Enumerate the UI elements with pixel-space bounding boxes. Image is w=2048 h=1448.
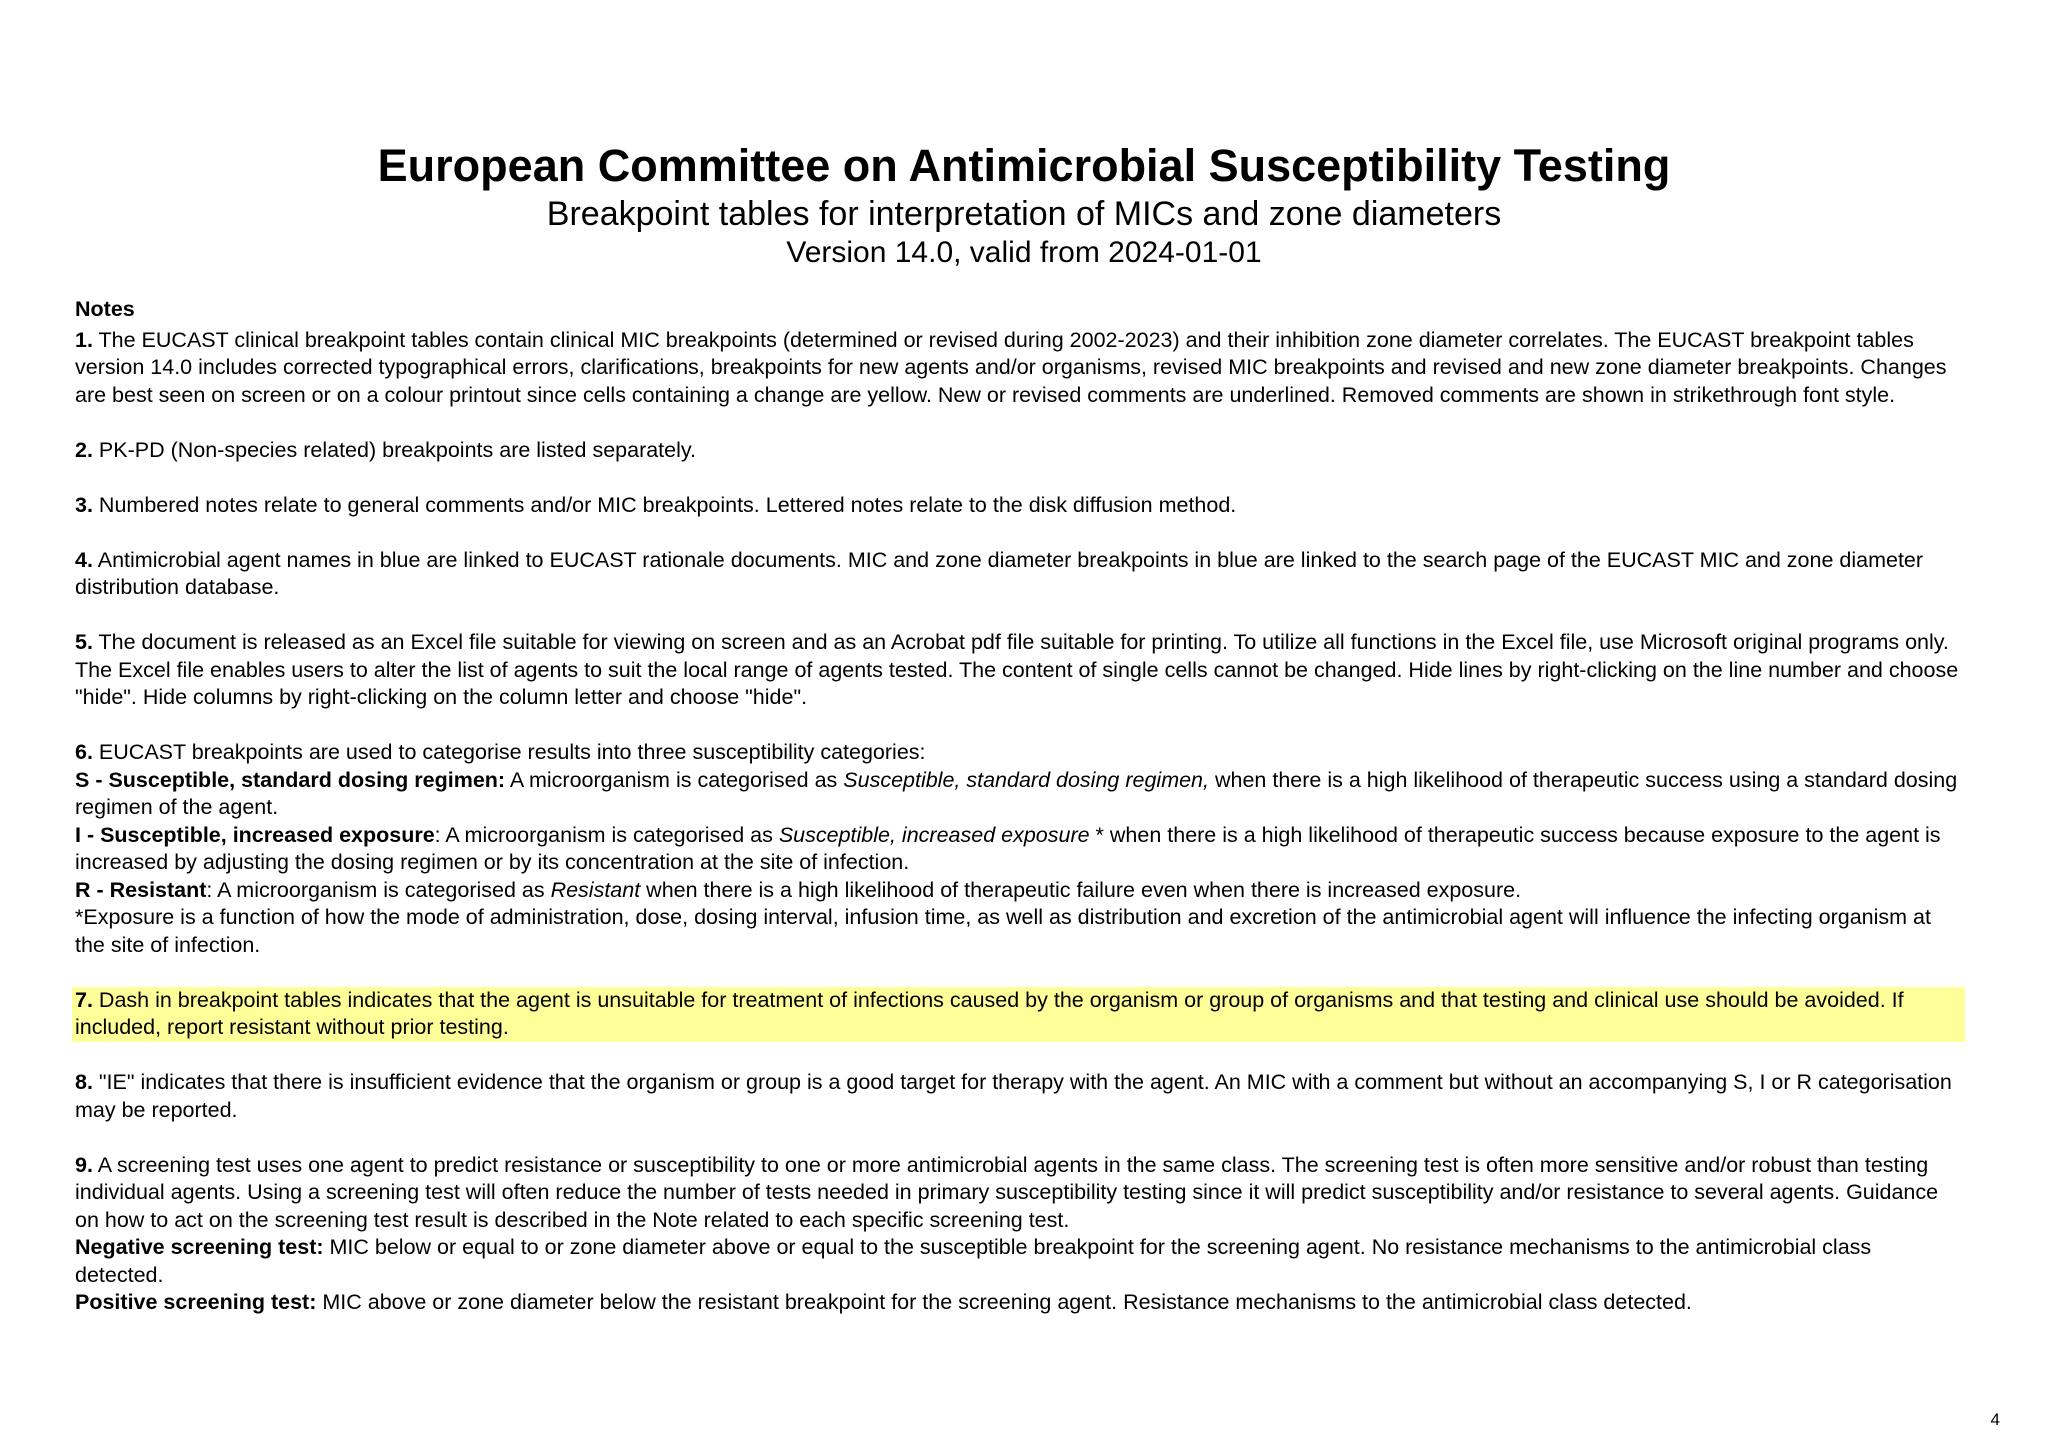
note-text: PK-PD (Non-species related) breakpoints are listed separately. — [98, 437, 697, 462]
note-number: 4. — [75, 547, 93, 572]
note-text: A screening test uses one agent to predict resistance or susceptibility to one or more antimicrobial agents in the same class. The screening test is often more sensitive and/or robust than testing individual agents. Using a screening test will often reduce the number of tests needed in primary susceptibility testing since it will predict susceptibility and/or resistance to several agents. Guidance on how to act on the screening test result is described in the Note related to each specific screening test. — [75, 1152, 1939, 1232]
note-2 — [75, 437, 1965, 465]
note-number: 6. — [75, 740, 93, 764]
page-number: 4 — [1990, 1410, 2000, 1429]
category-susceptible-increased — [75, 822, 1965, 877]
category-text: : A microorganism is categorised as — [434, 822, 779, 847]
note-number: 3. — [75, 492, 93, 517]
notes-section — [75, 296, 1965, 1344]
exposure-footnote: *Exposure is a function of how the mode of administration, dose, dosing interval, infusion time, as well as distribution and excretion of the antimicrobial agent will influence the infecting organism at the site of infection. — [75, 905, 1931, 957]
negative-screening-test — [75, 1234, 1965, 1289]
note-text: The document is released as an Excel file suitable for viewing on screen and as an Acrobat pdf file suitable for printing. To utilize all functions in the Excel file, use Microsoft original programs only. The Excel file enables users to alter the list of agents to suit the local range of agents tested. The content of single cells cannot be changed. Hide lines by right-clicking on the line number and choose "hide". Hide columns by right-clicking on the column letter and choose "hide". — [75, 630, 1959, 709]
category-text: * when there is a high likelihood of therapeutic success because exposure to the agent is increased by adjusting the dosing regimen or by its concentration at the site of infection. — [75, 822, 1941, 874]
category-italic: Resistant — [550, 877, 641, 902]
category-resistant — [75, 877, 1965, 905]
category-text: : A microorganism is categorised as — [206, 877, 551, 902]
note-1 — [75, 327, 1965, 410]
category-label: S - Susceptible, standard dosing regimen: — [75, 767, 506, 792]
category-text: A microorganism is categorised as — [505, 767, 844, 792]
document-version: Version 14.0, valid from 2024-01-01 — [786, 236, 1262, 269]
positive-screening-test — [75, 1289, 1965, 1317]
note-number: 7. — [75, 987, 93, 1012]
note-number: 9. — [75, 1152, 93, 1177]
category-susceptible-standard — [75, 767, 1965, 822]
note-7-highlighted — [72, 987, 1965, 1042]
note-6 — [75, 739, 1965, 959]
screening-text: MIC above or zone diameter below the resistant breakpoint for the screening agent. Resistance mechanisms to the antimicrobial class detected. — [316, 1290, 1692, 1314]
note-text: "IE" indicates that there is insufficient evidence that the organism or group is a good target for therapy with the agent. An MIC with a comment but without an accompanying S, I or R categorisation may be reported. — [75, 1070, 1952, 1122]
category-text: when there is a high likelihood of therapeutic failure even when there is increased exposure. — [640, 877, 1522, 902]
note-text: Dash in breakpoint tables indicates that the agent is unsuitable for treatment of infections caused by the organism or group of organisms and that testing and clinical use should be avoided. If included, report resistant without prior testing. — [75, 987, 1904, 1039]
category-label: I - Susceptible, increased exposure — [75, 822, 435, 847]
document-header — [0, 138, 2048, 272]
note-9 — [75, 1152, 1965, 1317]
screening-label: Positive screening test: — [75, 1290, 317, 1314]
screening-label: Negative screening test: — [75, 1235, 324, 1259]
document-title: European Committee on Antimicrobial Susceptibility Testing — [377, 140, 1671, 191]
note-text: Numbered notes relate to general comments and/or MIC breakpoints. Lettered notes relate to the disk diffusion method. — [98, 492, 1237, 517]
note-number: 2. — [75, 437, 93, 462]
note-8 — [75, 1069, 1965, 1124]
note-text: Antimicrobial agent names in blue are linked to EUCAST rationale documents. MIC and zone diameter breakpoints in blue are linked to the search page of the EUCAST MIC and zone diameter distribution database. — [75, 547, 1924, 599]
category-text: when there is a high likelihood of therapeutic success using a standard dosing regimen of the agent. — [75, 767, 1958, 819]
note-text: The EUCAST clinical breakpoint tables contain clinical MIC breakpoints (determined or revised during 2002-2023) and their inhibition zone diameter correlates. The EUCAST breakpoint tables version 14.0 includes corrected typographical errors, clarifications, breakpoints for new agents and/or organisms, revised MIC breakpoints and revised and new zone diameter breakpoints. Changes are best seen on screen or on a colour printout since cells containing a change are yellow. New or revised comments are underlined. Removed comments are shown in strikethrough font style. — [75, 327, 1947, 407]
notes-heading: Notes — [75, 297, 135, 321]
note-number: 1. — [75, 327, 93, 352]
note-number: 5. — [75, 630, 93, 654]
category-italic: Susceptible, increased exposure — [778, 822, 1090, 847]
document-subtitle: Breakpoint tables for interpretation of MICs and zone diameters — [546, 195, 1502, 233]
screening-text: MIC below or equal to or zone diameter above or equal to the susceptible breakpoint for the screening agent. No resistance mechanisms to the antimicrobial class detected. — [75, 1235, 1872, 1287]
note-5 — [75, 629, 1965, 712]
note-number: 8. — [75, 1070, 93, 1094]
note-4 — [75, 547, 1965, 602]
category-label: R - Resistant — [75, 877, 207, 902]
note-3 — [75, 492, 1965, 520]
category-italic: Susceptible, standard dosing regimen, — [843, 767, 1209, 792]
note-text: EUCAST breakpoints are used to categorise results into three susceptibility categories: — [98, 740, 926, 764]
